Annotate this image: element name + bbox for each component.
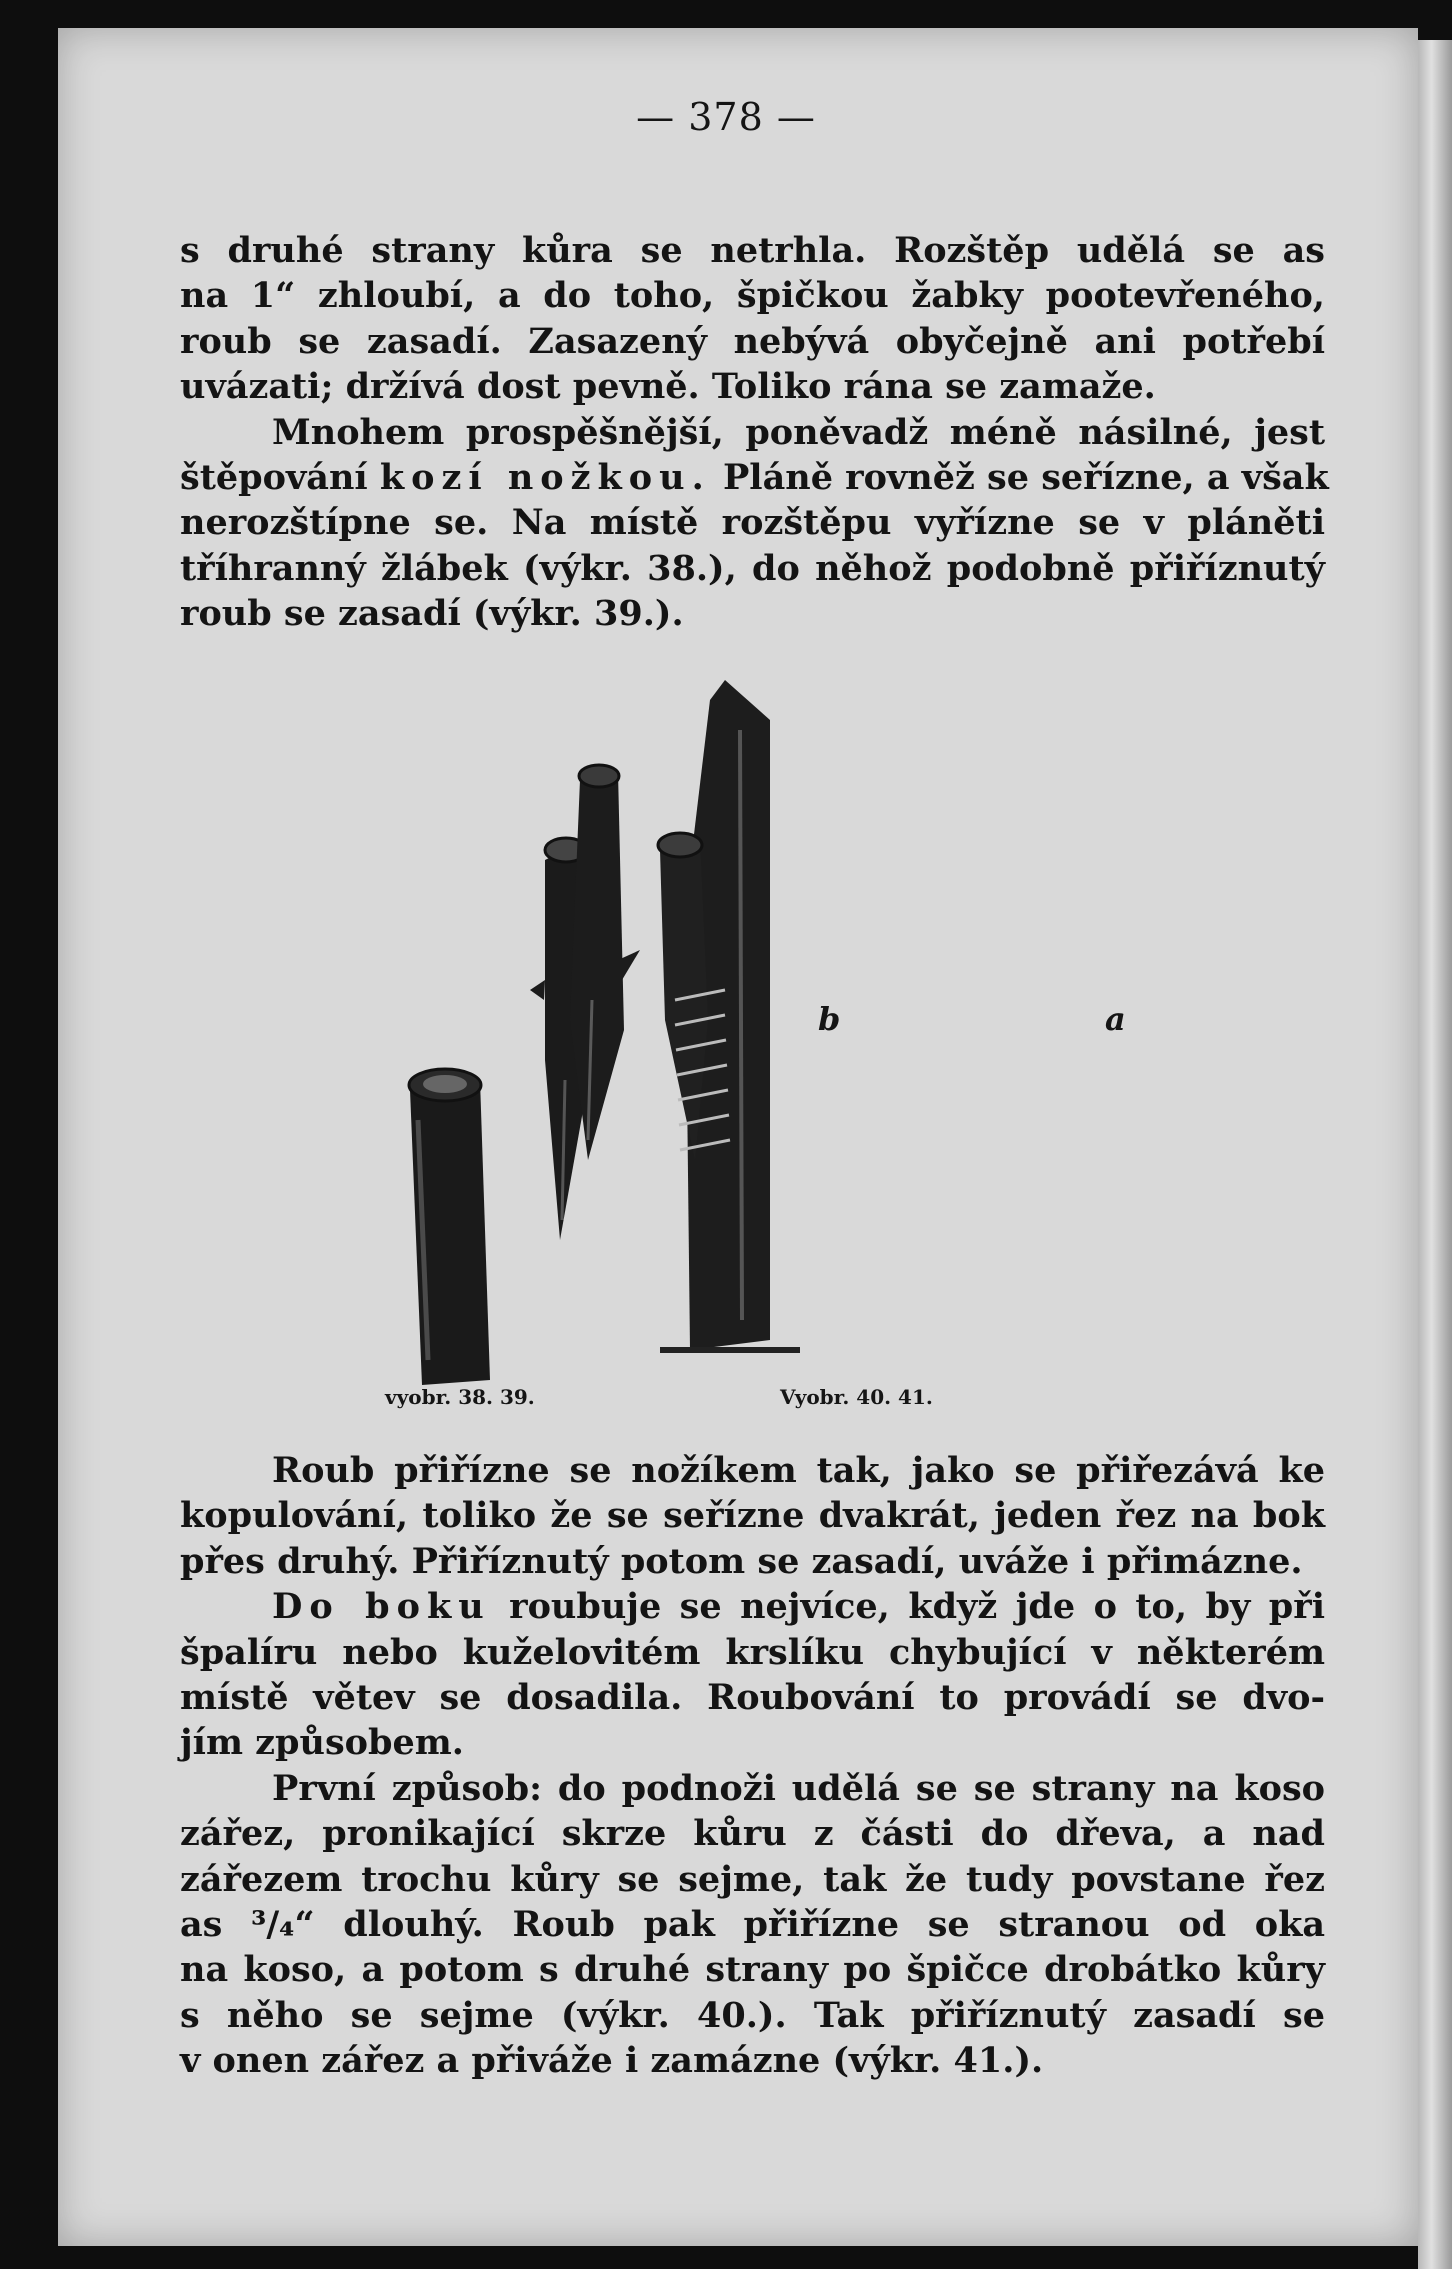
text-line: v onen zářez a přiváže i zamázne (výkr. 41.). <box>180 2040 1044 2082</box>
text-line: Mnohem prospěšnější, poněvadž méně násilné, jest <box>272 411 1325 453</box>
text-line: roub se zasadí. Zasazený nebývá obyčejně ani potřebí <box>180 320 1325 362</box>
text-line: s něho se sejme (výkr. 40.). Tak přiříznutý zasadí se <box>180 1994 1325 2036</box>
trunk-a-illustration <box>658 680 800 1350</box>
figure-caption-right: Vyobr. 40. 41. <box>780 1385 933 1409</box>
text-line: místě větev se dosadila. Roubování to provádí se dvo- <box>180 1677 1325 1719</box>
grafting-figure <box>330 660 1330 1420</box>
text-line: zářez, pronikající skrze kůru z části do dřeva, a nad <box>180 1813 1325 1855</box>
paragraph-top <box>180 228 1329 637</box>
text-line: kopulování, toliko že se seřízne dvakrát, jeden řez na bok <box>180 1495 1325 1537</box>
text-line: Roub přiřízne se nožíkem tak, jako se přiřezává ke <box>272 1450 1325 1491</box>
text-line: zářezem trochu kůry se sejme, tak že tudy povstane řez <box>180 1858 1325 1900</box>
page-number: — 378 — <box>636 95 816 139</box>
paragraph-bottom <box>180 1448 1325 2084</box>
text-line: na 1“ zhloubí, a do toho, špičkou žabky pootevřeného, <box>180 275 1325 317</box>
text-line: První způsob: do podnoži udělá se se strany na koso <box>272 1767 1325 1809</box>
text-run: štěpování <box>180 457 380 499</box>
text-line: tříhranný žlábek (výkr. 38.), do něhož podobně přiříznutý <box>180 547 1325 589</box>
text-run: Pláně rovněž se seřízne, a však <box>710 457 1329 499</box>
figure-caption-left: vyobr. 38. 39. <box>385 1385 535 1409</box>
spaced-term: Do boku <box>272 1586 491 1628</box>
text-line: přes druhý. Přiříznutý potom se zasadí, uváže i přimázne. <box>180 1540 1303 1582</box>
scion-b-illustration <box>570 765 640 1160</box>
grafting-illustration <box>330 660 1330 1420</box>
text-run: roubuje se nejvíce, když jde o to, by při <box>490 1586 1325 1628</box>
text-line: na koso, a potom s druhé strany po špičce drobátko kůry <box>180 1949 1325 1991</box>
figure-label-a: a <box>1105 1000 1126 1038</box>
text-line: špalíru nebo kuželovitém krslíku chybující v některém <box>180 1631 1325 1673</box>
text-line <box>180 455 1329 500</box>
text-line: uvázati; držívá dost pevně. Toliko rána se zamaže. <box>180 366 1156 408</box>
text-line: jím způsobem. <box>180 1722 464 1764</box>
stock-illustration <box>409 1069 490 1385</box>
page-edge <box>1418 40 1452 2269</box>
text-line: s druhé strany kůra se netrhla. Rozštěp udělá se as <box>180 230 1325 271</box>
text-line: roub se zasadí (výkr. 39.). <box>180 593 684 635</box>
spaced-term: kozí nožkou. <box>379 457 711 499</box>
text-line: nerozštípne se. Na místě rozštěpu vyřízne se v pláněti <box>180 502 1325 544</box>
figure-label-b: b <box>818 1000 841 1038</box>
text-line <box>180 1584 1325 1629</box>
text-line: as ³/₄“ dlouhý. Roub pak přiřízne se stranou od oka <box>180 1904 1325 1946</box>
